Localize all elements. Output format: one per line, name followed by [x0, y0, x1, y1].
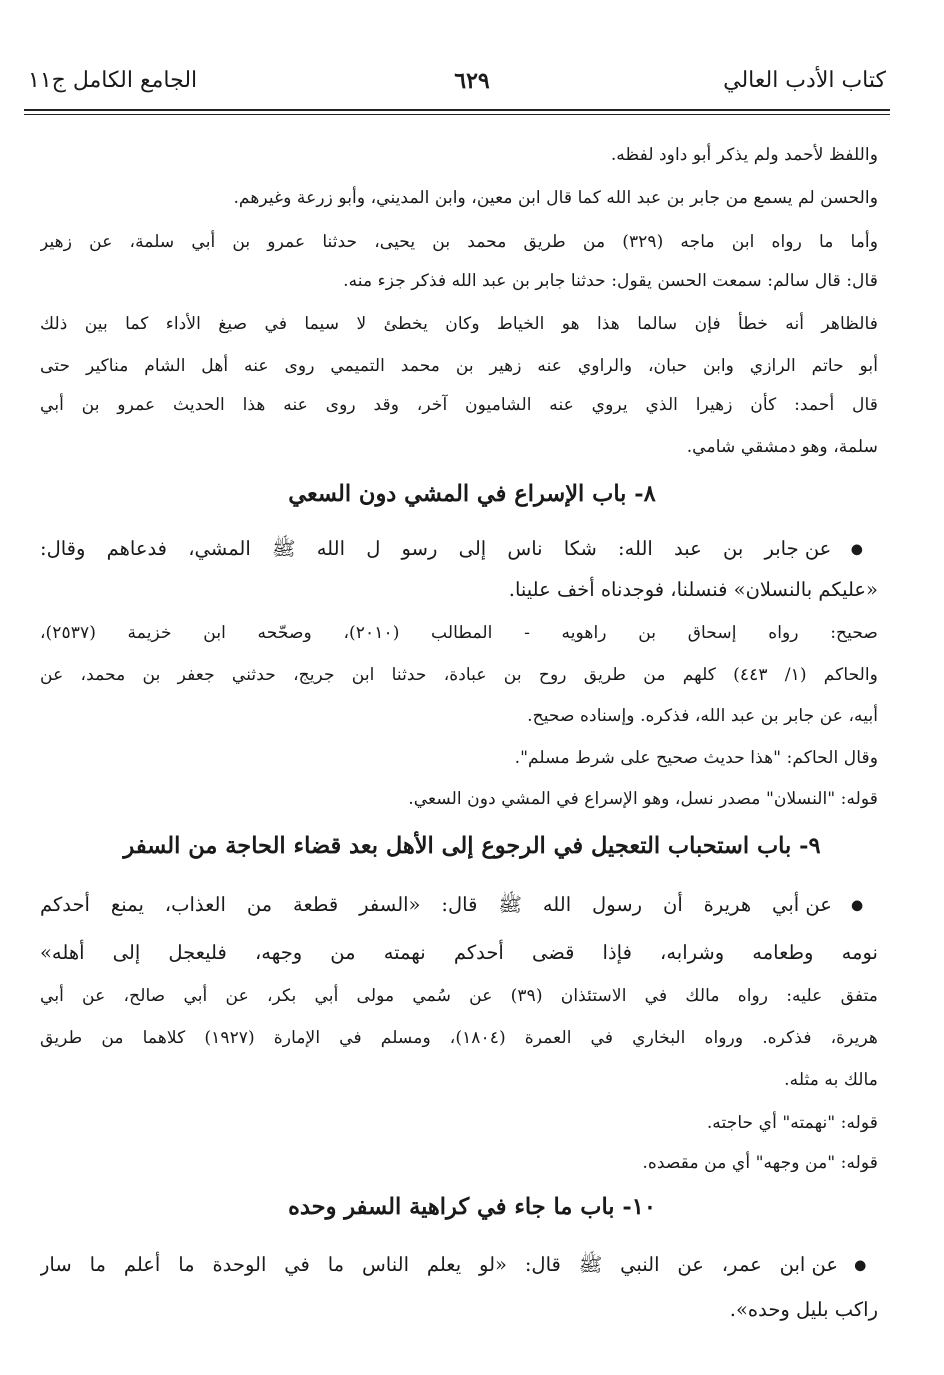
commentary-line [40, 268, 878, 294]
line-text: قوله: "من وجهه" أي من مقصده. [642, 1153, 878, 1173]
commentary-line [40, 745, 878, 771]
line-text: مالك به مثله. [784, 1070, 878, 1090]
commentary-line [40, 703, 878, 729]
line-text: والحاكم (١/ ٤٤٣) كلهم من طريق روح بن عبادة، حدثنا ابن جريج، حدثني جعفر بن محمد، عن [40, 665, 878, 685]
line-text: عن أبي هريرة أن رسول الله ﷺ قال: «السفر قطعة من العذاب، يمنع أحدكم [40, 893, 832, 916]
volume-label: الجامع الكامل ج١١ [28, 68, 198, 93]
commentary-line [40, 229, 878, 255]
hadith-text-line [40, 890, 878, 921]
bullet-icon: ● [831, 541, 878, 558]
hadith-text-line [40, 534, 878, 565]
commentary-line [40, 620, 878, 646]
page-number: ٦٢٩ [454, 68, 490, 94]
commentary-line [40, 786, 878, 812]
hadith-text-line [40, 1295, 878, 1325]
line-text: هريرة، فذكره. ورواه البخاري في العمرة (١٨٠٤)، ومسلم في الإمارة (١٩٢٧) كلاهما من طريق [40, 1028, 878, 1048]
line-text: قوله: "نهمته" أي حاجته. [706, 1113, 878, 1133]
running-title: كتاب الأدب العالي [723, 68, 886, 93]
bullet-icon: ● [837, 1257, 878, 1274]
line-text: فالظاهر أنه خطأ فإن سالما هذا هو الخياط وكان يخطئ لا سيما في صيغ الأداء كما بين ذلك [40, 314, 878, 334]
commentary-line [40, 142, 878, 168]
bullet-icon: ● [831, 897, 878, 914]
chapter-heading [40, 477, 904, 511]
line-text: قوله: "النسلان" مصدر نسل، وهو الإسراع في المشي دون السعي. [408, 789, 878, 809]
commentary-line [40, 1067, 878, 1093]
chapter-heading [40, 829, 904, 863]
line-text: متفق عليه: رواه مالك في الاستئذان (٣٩) عن سُمي مولى أبي بكر، عن أبي صالح، عن أبي [40, 986, 878, 1006]
commentary-line [40, 311, 878, 337]
commentary-line [40, 983, 878, 1009]
hadith-text-line [40, 938, 878, 968]
line-text: وقال الحاكم: "هذا حديث صحيح على شرط مسلم". [514, 748, 878, 768]
commentary-line [40, 662, 878, 688]
line-text: أبو حاتم الرازي وابن حبان، والراوي عنه زهير بن محمد التميمي روى عنه أهل الشام مناكير حتى [40, 356, 878, 376]
line-text: سلمة، وهو دمشقي شامي. [686, 437, 878, 457]
line-text: صحيح: رواه إسحاق بن راهويه - المطالب (٢٠١٠)، وصحّحه ابن خزيمة (٢٥٣٧)، [40, 623, 878, 643]
line-text: ٩- باب استحباب التعجيل في الرجوع إلى الأهل بعد قضاء الحاجة من السفر [123, 833, 821, 859]
commentary-line [40, 353, 878, 379]
header-rule-thin [24, 114, 890, 115]
line-text: عن ابن عمر، عن النبي ﷺ قال: «لو يعلم الناس ما في الوحدة ما أعلم ما سار [40, 1253, 838, 1276]
commentary-line [40, 1110, 878, 1136]
line-text: ١٠- باب ما جاء في كراهية السفر وحده [288, 1194, 656, 1220]
commentary-line [40, 1025, 878, 1051]
hadith-text-line [40, 575, 878, 605]
commentary-line [40, 392, 878, 418]
header-rule-thick [24, 109, 890, 111]
chapter-heading [40, 1190, 904, 1224]
line-text: والحسن لم يسمع من جابر بن عبد الله كما قال ابن معين، وابن المديني، وأبو زرعة وغيرهم. [233, 188, 878, 208]
hadith-text-line [40, 1250, 878, 1281]
line-text: قال: قال سالم: سمعت الحسن يقول: حدثنا جابر بن عبد الله فذكر جزء منه. [343, 271, 878, 291]
line-text: واللفظ لأحمد ولم يذكر أبو داود لفظه. [610, 145, 878, 165]
line-text: «عليكم بالنسلان» فنسلنا، فوجدناه أخف علينا. [508, 578, 878, 601]
line-text: قال أحمد: كأن زهيرا الذي يروي عنه الشاميون آخر، وقد روى عنه هذا الحديث عمرو بن أبي [40, 395, 878, 415]
line-text: أبيه، عن جابر بن عبد الله، فذكره. وإسناده صحيح. [527, 706, 878, 726]
commentary-line [40, 185, 878, 211]
commentary-line [40, 1150, 878, 1176]
line-text: ٨- باب الإسراع في المشي دون السعي [288, 481, 656, 507]
line-text: راكب بليل وحده». [729, 1298, 878, 1321]
line-text: وأما ما رواه ابن ماجه (٣٢٩) من طريق محمد بن يحيى، حدثنا عمرو بن أبي سلمة، عن زهير [40, 232, 878, 252]
commentary-line [40, 434, 878, 460]
line-text: عن جابر بن عبد الله: شكا ناس إلى رسو ل الله ﷺ المشي، فدعاهم وقال: [40, 537, 832, 560]
line-text: نومه وطعامه وشرابه، فإذا قضى أحدكم نهمته من وجهه، فليعجل إلى أهله» [40, 941, 878, 964]
